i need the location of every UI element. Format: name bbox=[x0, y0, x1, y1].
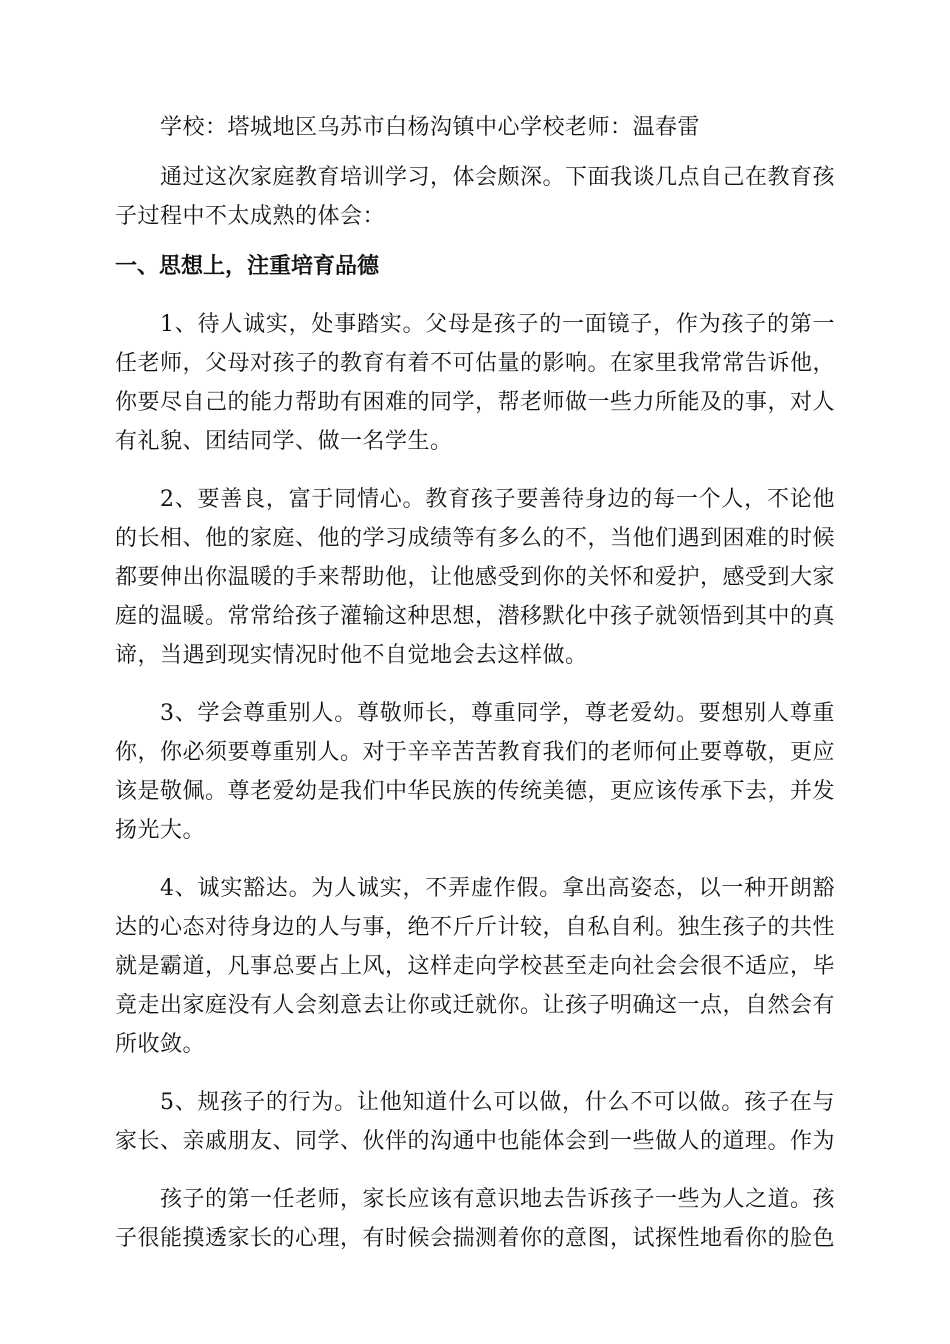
paragraph-2: 2、要善良，富于同情心。教育孩子要善待身边的每一个人，不论他的长相、他的家庭、他的学习成绩等有多么的不，当他们遇到困难的时候都要伸出你温暖的手来帮助他，让他感受到你的关怀和爱护，感受到大家庭的温暖。常常给孩子灌输这种思想，潜移默化中孩子就领悟到其中的真谛，当遇到现实情况时他不自觉地会去这样做。 bbox=[115, 487, 836, 668]
paragraph-5: 5、规孩子的行为。让他知道什么可以做，什么不可以做。孩子在与家长、亲戚朋友、同学、伙伴的沟通中也能体会到一些做人的道理。作为 bbox=[115, 1090, 836, 1154]
paragraph-3: 3、学会尊重别人。尊敬师长，尊重同学，尊老爱幼。要想别人尊重你，你必须要尊重别人。对于辛辛苦苦教育我们的老师何止要尊敬，更应该是敬佩。尊老爱幼是我们中华民族的传统美德，更应该传承下去，并发扬光大。 bbox=[115, 701, 836, 843]
section-heading: 一、思想上，注重培育品德 bbox=[115, 253, 380, 279]
paragraph-4: 4、诚实豁达。为人诚实，不弄虚作假。拿出高姿态，以一种开朗豁达的心态对待身边的人与事，绝不斤斤计较，自私自利。独生孩子的共性就是霸道，凡事总要占上风，这样走向学校甚至走向社会会很不适应，毕竟走出家庭没有人会刻意去让你或迁就你。让孩子明确这一点，自然会有所收敛。 bbox=[115, 876, 836, 1057]
school-teacher-line: 学校：塔城地区乌苏市白杨沟镇中心学校老师：温春雷 bbox=[160, 115, 701, 140]
document-page bbox=[115, 108, 835, 1258]
paragraph-6: 孩子的第一任老师，家长应该有意识地去告诉孩子一些为人之道。孩子很能摸透家长的心理，有时候会揣测着你的意图，试探性地看你的脸色 bbox=[115, 1187, 836, 1251]
paragraph-1: 1、待人诚实，处事踏实。父母是孩子的一面镜子，作为孩子的第一任老师，父母对孩子的教育有着不可估量的影响。在家里我常常告诉他，你要尽自己的能力帮助有困难的同学，帮老师做一些力所能及的事，对人有礼貌、团结同学、做一名学生。 bbox=[115, 312, 836, 454]
intro-paragraph: 通过这次家庭教育培训学习，体会颇深。下面我谈几点自己在教育孩子过程中不太成熟的体会： bbox=[115, 165, 836, 229]
